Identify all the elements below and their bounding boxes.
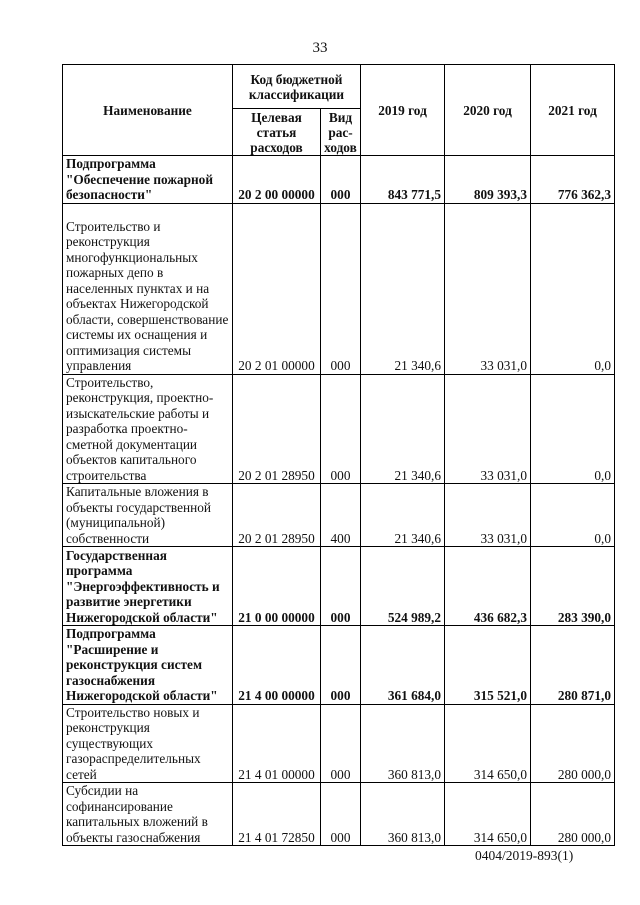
table-row: [63, 484, 615, 547]
row-name: Подпрограмма "Расширение и реконструкция систем газоснабжения Нижегородской области": [63, 626, 233, 705]
row-2021: 283 390,0: [531, 547, 615, 626]
row-2020: 33 031,0: [445, 203, 531, 374]
row-2019: 21 340,6: [361, 374, 445, 484]
row-target-article: 20 2 00 00000: [233, 156, 321, 204]
table-row: [63, 156, 615, 204]
row-target-article: 20 2 01 28950: [233, 484, 321, 547]
table-row: [63, 626, 615, 705]
row-2019: 360 813,0: [361, 783, 445, 846]
table-row: [63, 783, 615, 846]
row-2021: 0,0: [531, 484, 615, 547]
row-expense-type: 000: [321, 704, 361, 783]
row-2019: 21 340,6: [361, 484, 445, 547]
header-2020: 2020 год: [445, 65, 531, 156]
row-expense-type: 000: [321, 203, 361, 374]
row-2021: 280 871,0: [531, 626, 615, 705]
table-row: [63, 203, 615, 374]
row-2020: 33 031,0: [445, 374, 531, 484]
row-2021: 0,0: [531, 203, 615, 374]
row-name: Капитальные вложения в объекты государственной (муниципальной) собственности: [63, 484, 233, 547]
row-2021: 776 362,3: [531, 156, 615, 204]
row-2019: 843 771,5: [361, 156, 445, 204]
row-target-article: 20 2 01 28950: [233, 374, 321, 484]
row-expense-type: 000: [321, 156, 361, 204]
row-2020: 33 031,0: [445, 484, 531, 547]
row-name: Государственная программа "Энергоэффективность и развитие энергетики Нижегородской области": [63, 547, 233, 626]
row-expense-type: 000: [321, 547, 361, 626]
header-2019: 2019 год: [361, 65, 445, 156]
row-target-article: 21 4 01 72850: [233, 783, 321, 846]
header-2021: 2021 год: [531, 65, 615, 156]
row-2021: 0,0: [531, 374, 615, 484]
table-row: [63, 547, 615, 626]
row-2019: 360 813,0: [361, 704, 445, 783]
row-2019: 524 989,2: [361, 547, 445, 626]
row-2020: 314 650,0: [445, 704, 531, 783]
row-2019: 21 340,6: [361, 203, 445, 374]
row-2021: 280 000,0: [531, 704, 615, 783]
row-name: Строительство и реконструкция многофункциональных пожарных депо в населенных пунктах и на объектах Нижегородской области, совершенствование системы их оснащения и оптимизация системы управления: [63, 203, 233, 374]
budget-table: [62, 64, 615, 846]
header-name: Наименование: [63, 65, 233, 156]
row-name: Строительство новых и реконструкция существующих газораспределительных сетей: [63, 704, 233, 783]
row-expense-type: 000: [321, 626, 361, 705]
row-2020: 314 650,0: [445, 783, 531, 846]
row-2020: 436 682,3: [445, 547, 531, 626]
table-row: [63, 704, 615, 783]
row-name: Субсидии на софинансирование капитальных вложений в объекты газоснабжения: [63, 783, 233, 846]
row-expense-type: 000: [321, 783, 361, 846]
header-target-article: Целевая статья расходов: [233, 109, 321, 156]
page-number: 33: [312, 40, 328, 56]
row-2020: 809 393,3: [445, 156, 531, 204]
row-name: Подпрограмма "Обеспечение пожарной безопасности": [63, 156, 233, 204]
header-code-group: Код бюджетной классификации: [233, 65, 361, 109]
document-code: 0404/2019-893(1): [475, 848, 574, 863]
row-2021: 280 000,0: [531, 783, 615, 846]
row-expense-type: 000: [321, 374, 361, 484]
header-expense-type: Вид рас- ходов: [321, 109, 361, 156]
row-target-article: 21 4 00 00000: [233, 626, 321, 705]
row-target-article: 21 4 01 00000: [233, 704, 321, 783]
table-row: [63, 374, 615, 484]
row-target-article: 20 2 01 00000: [233, 203, 321, 374]
row-name: Строительство, реконструкция, проектно-изыскательские работы и разработка проектно-сметной документации объектов капитального строительства: [63, 374, 233, 484]
row-2020: 315 521,0: [445, 626, 531, 705]
row-expense-type: 400: [321, 484, 361, 547]
row-target-article: 21 0 00 00000: [233, 547, 321, 626]
row-2019: 361 684,0: [361, 626, 445, 705]
